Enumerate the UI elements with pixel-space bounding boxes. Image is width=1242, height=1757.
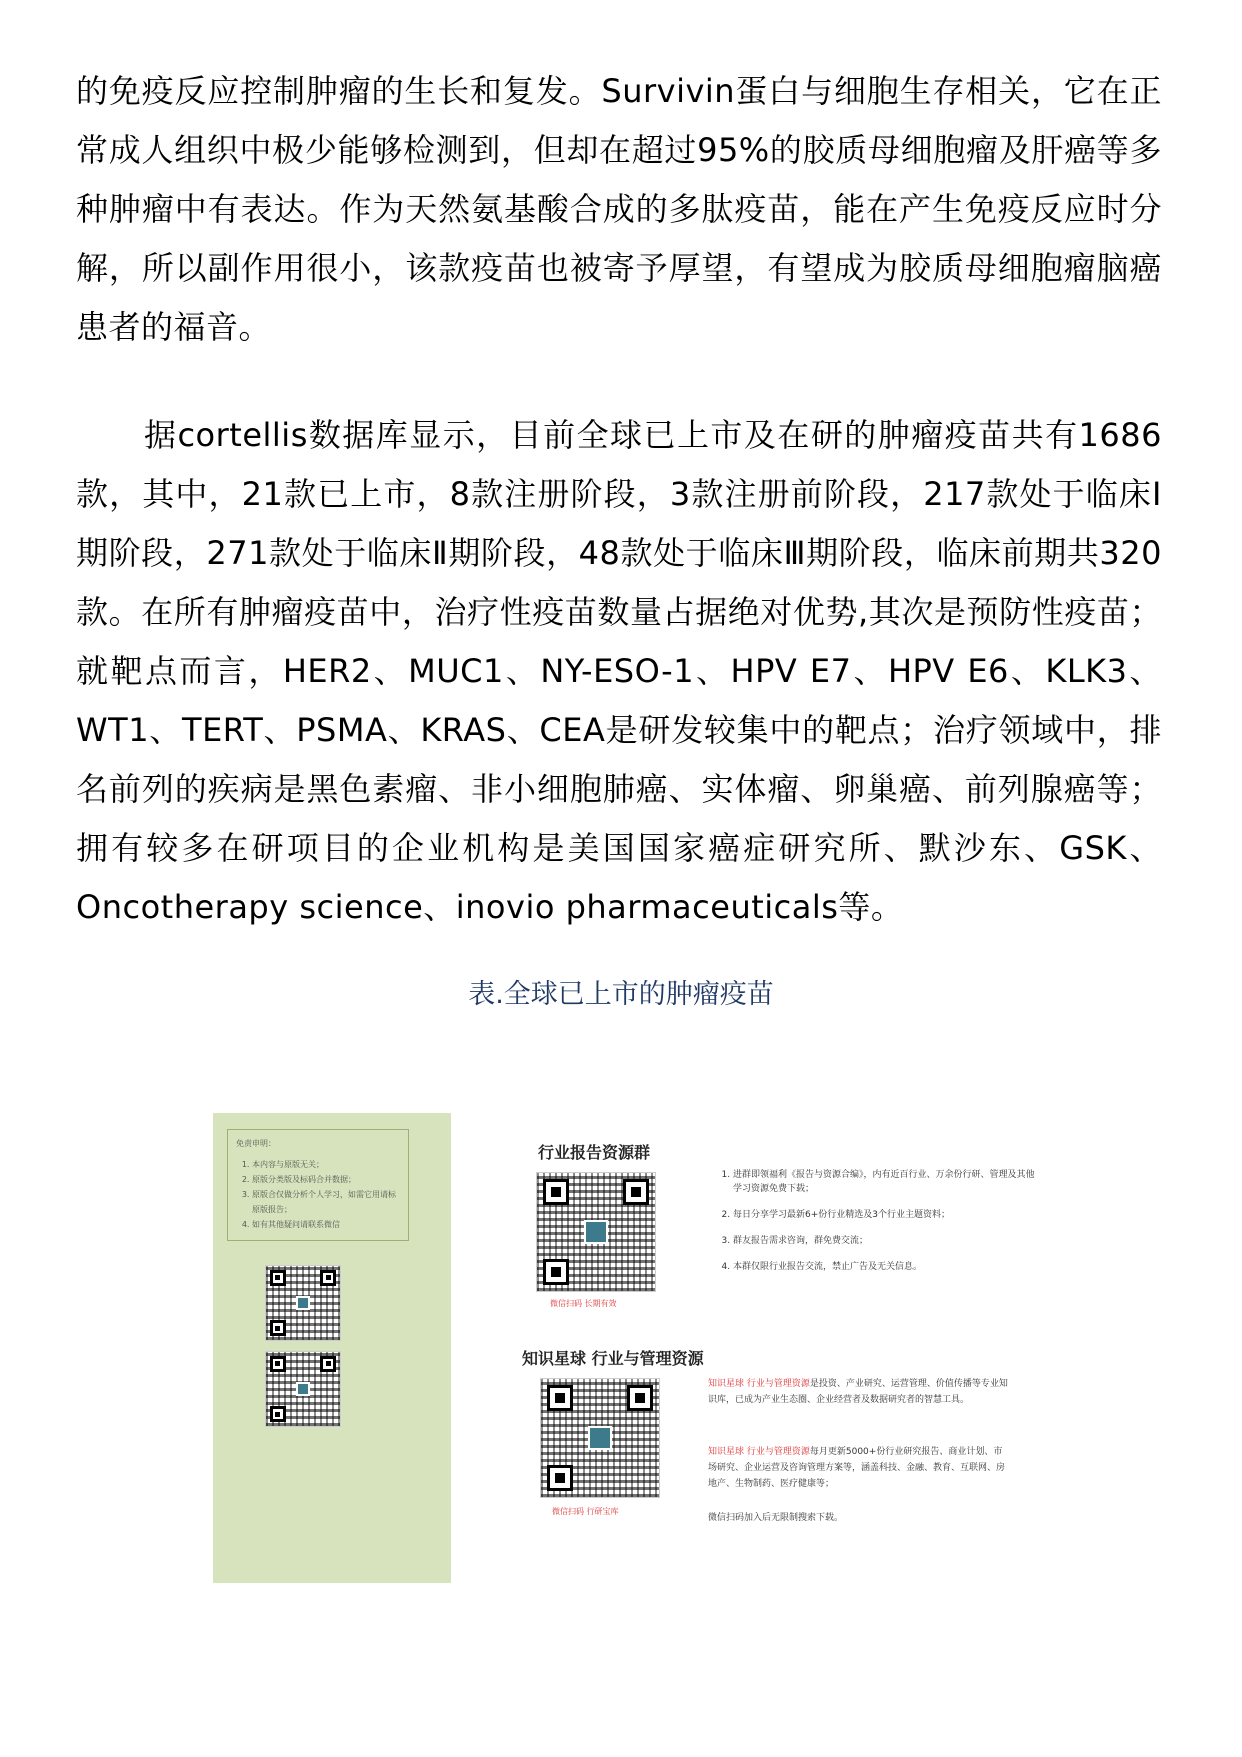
report-group-item: 4. 本群仅限行业报告交流，禁止广告及无关信息。	[733, 1260, 1043, 1274]
body-paragraph-1: 的免疫反应控制肿瘤的生长和复发。Survivin蛋白与细胞生存相关，它在正常成人组织中极少能够检测到，但却在超过95%的胶质母细胞瘤及肝癌等多种肿瘤中有表达。作为天然氨基酸合成的多肽疫苗，能在产生免疫反应时分解，所以副作用很小，该款疫苗也被寄予厚望，有望成为胶质母细胞瘤脑癌患者的福音。	[76, 72, 1162, 346]
disclaimer-item: 4. 如有其他疑问请联系微信	[252, 1217, 400, 1232]
report-group-item: 2. 每日分享学习最新6+份行业精选及3个行业主题资料；	[733, 1208, 1043, 1222]
body-paragraph-2: 据cortellis数据库显示，目前全球已上市及在研的肿瘤疫苗共有1686款，其中，21款已上市，8款注册阶段，3款注册前阶段，217款处于临床Ⅰ期阶段，271款处于临床Ⅱ期阶段，48款处于临床Ⅲ期阶段，临床前期共320款。在所有肿瘤疫苗中，治疗性疫苗数量占据绝对优势,其次是预防性疫苗；就靶点而言，HER2、MUC1、NY-ESO-1、HPV E7、HPV E6、KLK3、WT1、TERT、PSMA、KRAS、CEA是研发较集中的靶点；治疗领域中，排名前列的疾病是黑色素瘤、非小细胞肺癌、实体瘤、卵巢癌、前列腺癌等；拥有较多在研项目的企业机构是美国国家癌症研究所、默沙东、GSK、Oncotherapy science、inovio pharmaceuticals等。	[76, 416, 1162, 926]
disclaimer-item: 1. 本内容与原版无关；	[252, 1157, 400, 1172]
report-group-list	[705, 1168, 1043, 1286]
planet-description	[708, 1376, 1008, 1408]
report-group-title: 行业报告资源群	[538, 1143, 651, 1162]
qr-caption: 微信扫码 行研宝库	[552, 1507, 619, 1516]
planet-description-text: 是投资、产业研究、运营管理、价值传播等专业知识库，已成为产业生态圈、企业经营者及数据研究者的智慧工具。	[708, 1379, 1008, 1405]
qr-caption: 微信扫码 长期有效	[550, 1299, 617, 1308]
planet-name: 知识星球 行业与管理资源	[708, 1379, 810, 1389]
planet-join-note: 微信扫码加入后无限制搜索下载。	[708, 1513, 844, 1523]
qr-code-icon	[265, 1351, 341, 1427]
report-group-item: 1. 进群即领福利《报告与资源合编》，内有近百行业、万余份行研、管理及其他学习资源免费下载；	[733, 1168, 1043, 1196]
disclaimer-title: 免责申明：	[236, 1139, 276, 1148]
planet-update-text: 每月更新5000+份行业研究报告、商业计划、市场研究、企业运营及咨询管理方案等，涵盖科技、金融、教育、互联网、房地产、生物制药、医疗健康等；	[708, 1447, 1006, 1489]
qr-code-icon	[265, 1265, 341, 1341]
qr-code-icon	[536, 1172, 656, 1292]
qr-code-icon	[540, 1378, 660, 1498]
planet-name: 知识星球 行业与管理资源	[708, 1447, 810, 1457]
resources-panel	[520, 1132, 1035, 1582]
disclaimer-item: 2. 原版分类版及标码合并数据；	[252, 1172, 400, 1187]
knowledge-planet-title: 知识星球 行业与管理资源	[522, 1349, 704, 1368]
disclaimer-item: 3. 原版合仅做分析个人学习，如需它用请标原版报告；	[252, 1187, 400, 1217]
planet-update-note	[708, 1444, 1008, 1492]
disclaimer-box	[227, 1129, 409, 1241]
disclaimer-panel	[213, 1113, 451, 1583]
disclaimer-list	[236, 1157, 400, 1232]
table-caption: 表.全球已上市的肿瘤疫苗	[468, 979, 774, 1010]
report-group-item: 3. 群友报告需求咨询，群免费交流；	[733, 1234, 1043, 1248]
